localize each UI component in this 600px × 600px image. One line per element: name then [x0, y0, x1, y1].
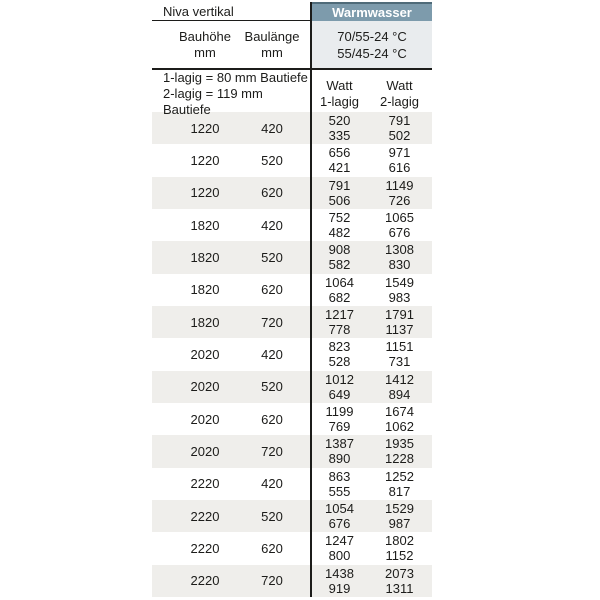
watt-1lagig-top: 1064	[325, 274, 354, 290]
watt-1lagig-bottom: 800	[328, 548, 351, 564]
watt-1lagig-value	[312, 565, 372, 597]
table-title: Niva vertikal	[152, 2, 310, 21]
table-body	[152, 112, 432, 597]
watt-2lagig-top: 1529	[385, 501, 414, 517]
watt-1lagig-bottom: 769	[328, 419, 351, 435]
baulaenge-value: 620	[261, 282, 283, 298]
watt-1lagig-top: 908	[328, 242, 351, 258]
watt-1lagig-top: 1054	[325, 501, 354, 517]
watt-2lagig-top: 1935	[385, 436, 414, 452]
watt-1lagig-top: 1387	[325, 436, 354, 452]
header-row-1	[152, 2, 432, 21]
table-row	[152, 403, 432, 435]
watt-1lagig-top: 1217	[325, 307, 354, 323]
radiator-spec-table	[152, 2, 432, 597]
bauhoehe-header-line1: Bauhöhe	[178, 28, 232, 44]
watt-2lagig-bottom: 502	[388, 128, 411, 144]
watt-1lagig-bottom: 555	[328, 483, 351, 499]
watt-1lagig-header	[312, 70, 372, 118]
watt-1lagig-top: 863	[328, 468, 351, 484]
depth-note-line1: 1-lagig = 80 mm Bautiefe	[163, 70, 308, 85]
bauhoehe-header	[152, 21, 258, 68]
watt-2lagig-value	[372, 468, 432, 500]
watt-2lagig-bottom: 1062	[385, 419, 414, 435]
bauhoehe-value: 2220	[190, 573, 220, 589]
watt-2lagig-value	[372, 338, 432, 370]
warmwasser-header: Warmwasser	[312, 2, 432, 21]
watt-1lagig-top: 791	[328, 177, 351, 193]
watt-2lagig-value	[372, 565, 432, 597]
watt-1lagig-top: 520	[328, 113, 351, 129]
watt-2lagig-value	[372, 500, 432, 532]
baulaenge-value: 520	[261, 152, 283, 168]
baulaenge-header	[244, 21, 310, 68]
table-row	[152, 532, 432, 564]
temperature-line1: 70/55-24 °C	[337, 28, 407, 44]
table-row	[152, 274, 432, 306]
table-row	[152, 500, 432, 532]
watt-2lagig-top: 1149	[385, 177, 414, 193]
watt-1lagig-value	[312, 500, 372, 532]
baulaenge-value: 520	[261, 379, 283, 395]
watt-2lagig-top: 1065	[385, 210, 414, 226]
depth-note	[152, 70, 310, 118]
bauhoehe-value: 2020	[190, 346, 220, 362]
watt-2lagig-value	[372, 403, 432, 435]
baulaenge-value: 420	[261, 217, 283, 233]
table-row	[152, 177, 432, 209]
watt-1lagig-bottom: 649	[328, 386, 351, 402]
table-row	[152, 338, 432, 370]
watt-2lagig-bottom: 1311	[385, 580, 414, 596]
watt-2lagig-bottom: 830	[388, 257, 411, 273]
watt-2lagig-bottom: 726	[388, 192, 411, 208]
baulaenge-value: 420	[261, 476, 283, 492]
watt-2lagig-header-line1: Watt	[386, 78, 413, 93]
baulaenge-value: 520	[261, 249, 283, 265]
header-row-3	[152, 70, 432, 117]
temperature-spec	[312, 21, 432, 68]
watt-2lagig-top: 1549	[385, 274, 414, 290]
depth-note-line2: 2-lagig = 119 mm Bautiefe	[163, 86, 263, 117]
watt-1lagig-bottom: 778	[328, 322, 351, 338]
watt-1lagig-bottom: 919	[328, 580, 351, 596]
table-row	[152, 306, 432, 338]
bauhoehe-value: 1820	[190, 314, 220, 330]
watt-1lagig-value	[312, 241, 372, 273]
watt-1lagig-bottom: 421	[328, 160, 351, 176]
watt-2lagig-top: 971	[388, 145, 411, 161]
watt-2lagig-bottom: 817	[388, 483, 411, 499]
watt-1lagig-bottom: 528	[328, 354, 351, 370]
bauhoehe-value: 1220	[190, 152, 220, 168]
watt-1lagig-bottom: 676	[328, 516, 351, 532]
watt-1lagig-value	[312, 144, 372, 176]
table-row	[152, 241, 432, 273]
baulaenge-value: 520	[261, 508, 283, 524]
baulaenge-header-line1: Baulänge	[244, 28, 300, 44]
watt-1lagig-bottom: 890	[328, 451, 351, 467]
watt-1lagig-value	[312, 468, 372, 500]
bauhoehe-value: 1220	[190, 120, 220, 136]
watt-1lagig-value	[312, 403, 372, 435]
bauhoehe-value: 2020	[190, 443, 220, 459]
baulaenge-value: 620	[261, 411, 283, 427]
watt-2lagig-header	[372, 70, 432, 118]
watt-2lagig-header-line2: 2-lagig	[379, 94, 420, 109]
watt-1lagig-value	[312, 177, 372, 209]
watt-1lagig-bottom: 582	[328, 257, 351, 273]
watt-2lagig-top: 1252	[385, 468, 414, 484]
bauhoehe-value: 1820	[190, 217, 220, 233]
watt-2lagig-bottom: 1228	[385, 451, 414, 467]
bauhoehe-value: 2220	[190, 540, 220, 556]
table-row	[152, 144, 432, 176]
watt-1lagig-value	[312, 435, 372, 467]
watt-2lagig-value	[372, 209, 432, 241]
watt-2lagig-top: 2073	[385, 565, 414, 581]
bauhoehe-header-line2: mm	[194, 44, 216, 60]
watt-2lagig-bottom: 894	[388, 386, 411, 402]
bauhoehe-value: 1820	[190, 282, 220, 298]
bauhoehe-value: 2220	[190, 508, 220, 524]
table-row	[152, 209, 432, 241]
watt-2lagig-value	[372, 435, 432, 467]
watt-1lagig-bottom: 506	[328, 192, 351, 208]
watt-1lagig-bottom: 682	[328, 289, 351, 305]
watt-1lagig-top: 1199	[325, 404, 354, 420]
temperature-line2: 55/45-24 °C	[337, 45, 407, 61]
watt-1lagig-top: 1438	[325, 565, 354, 581]
watt-2lagig-value	[372, 274, 432, 306]
watt-2lagig-top: 791	[388, 113, 411, 129]
watt-2lagig-bottom: 983	[388, 289, 411, 305]
watt-1lagig-top: 656	[328, 145, 351, 161]
bauhoehe-value: 2020	[190, 379, 220, 395]
watt-2lagig-bottom: 731	[388, 354, 411, 370]
table-row	[152, 371, 432, 403]
watt-2lagig-top: 1802	[385, 533, 414, 549]
watt-2lagig-value	[372, 532, 432, 564]
baulaenge-value: 720	[261, 443, 283, 459]
watt-2lagig-bottom: 616	[388, 160, 411, 176]
watt-2lagig-bottom: 1152	[385, 548, 414, 564]
watt-1lagig-bottom: 482	[328, 225, 351, 241]
table-row	[152, 565, 432, 597]
bauhoehe-value: 2220	[190, 476, 220, 492]
watt-1lagig-header-line1: Watt	[326, 78, 353, 93]
watt-1lagig-top: 1012	[325, 371, 354, 387]
watt-2lagig-value	[372, 306, 432, 338]
watt-2lagig-top: 1791	[385, 307, 414, 323]
watt-2lagig-value	[372, 144, 432, 176]
watt-2lagig-value	[372, 177, 432, 209]
watt-1lagig-top: 823	[328, 339, 351, 355]
table-row	[152, 468, 432, 500]
bauhoehe-value: 2020	[190, 411, 220, 427]
watt-2lagig-top: 1151	[385, 339, 414, 355]
baulaenge-value: 620	[261, 185, 283, 201]
watt-1lagig-value	[312, 306, 372, 338]
watt-1lagig-bottom: 335	[328, 128, 351, 144]
watt-2lagig-bottom: 676	[388, 225, 411, 241]
watt-1lagig-value	[312, 338, 372, 370]
watt-1lagig-top: 752	[328, 210, 351, 226]
watt-2lagig-bottom: 987	[388, 516, 411, 532]
watt-1lagig-value	[312, 274, 372, 306]
watt-1lagig-top: 1247	[325, 533, 354, 549]
baulaenge-value: 420	[261, 120, 283, 136]
baulaenge-value: 720	[261, 314, 283, 330]
watt-1lagig-value	[312, 532, 372, 564]
baulaenge-value: 620	[261, 540, 283, 556]
watt-2lagig-value	[372, 371, 432, 403]
watt-1lagig-header-line2: 1-lagig	[319, 94, 360, 109]
table-row	[152, 112, 432, 144]
watt-1lagig-value	[312, 112, 372, 144]
watt-2lagig-top: 1308	[385, 242, 414, 258]
bauhoehe-value: 1220	[190, 185, 220, 201]
table-row	[152, 435, 432, 467]
watt-2lagig-top: 1412	[385, 371, 414, 387]
watt-2lagig-value	[372, 241, 432, 273]
watt-1lagig-value	[312, 209, 372, 241]
bauhoehe-value: 1820	[190, 249, 220, 265]
baulaenge-value: 720	[261, 573, 283, 589]
watt-1lagig-value	[312, 371, 372, 403]
watt-2lagig-top: 1674	[385, 404, 414, 420]
watt-2lagig-bottom: 1137	[385, 322, 414, 338]
baulaenge-header-line2: mm	[261, 44, 283, 60]
watt-2lagig-value	[372, 112, 432, 144]
baulaenge-value: 420	[261, 346, 283, 362]
header-row-2	[152, 21, 432, 70]
